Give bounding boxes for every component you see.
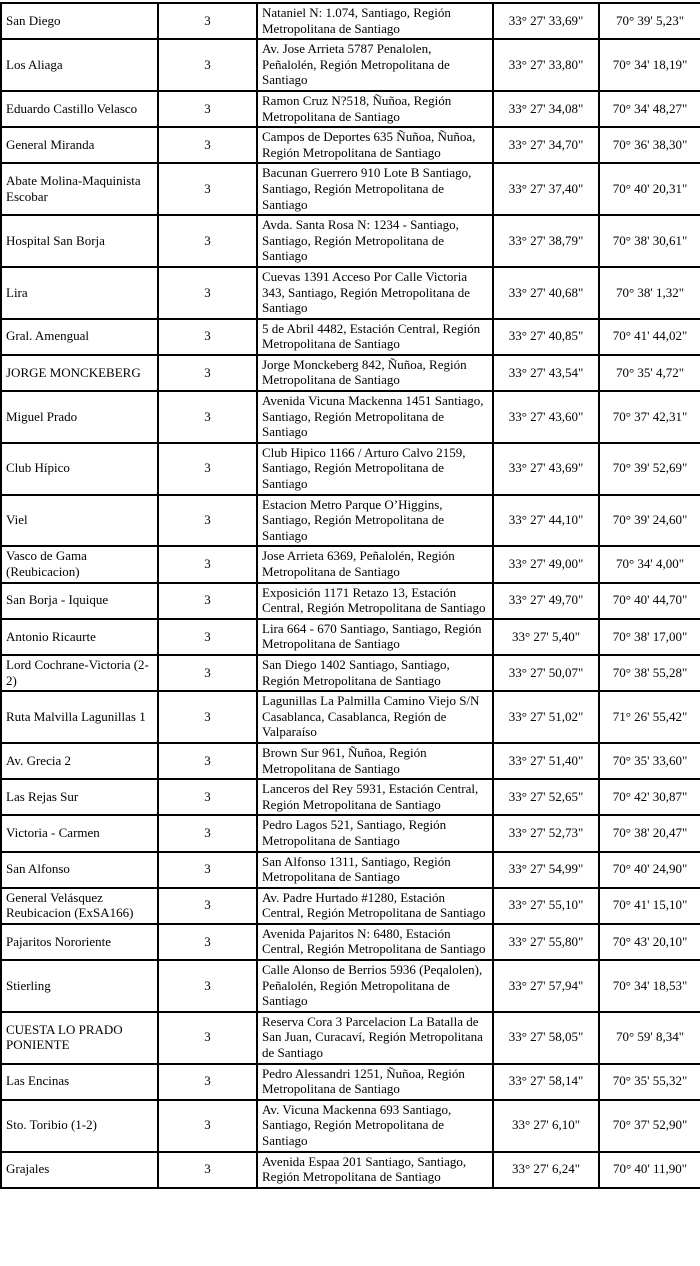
count-cell: 3 bbox=[158, 583, 257, 619]
count-cell: 3 bbox=[158, 163, 257, 215]
count-cell: 3 bbox=[158, 1152, 257, 1188]
latitude-cell: 33° 27' 43,54" bbox=[493, 355, 599, 391]
name-cell: Grajales bbox=[1, 1152, 158, 1188]
address-cell: Pedro Lagos 521, Santiago, Región Metropolitana de Santiago bbox=[257, 815, 493, 851]
latitude-cell: 33° 27' 38,79" bbox=[493, 215, 599, 267]
name-cell: Viel bbox=[1, 495, 158, 547]
latitude-cell: 33° 27' 52,65" bbox=[493, 779, 599, 815]
name-cell: JORGE MONCKEBERG bbox=[1, 355, 158, 391]
name-cell: CUESTA LO PRADO PONIENTE bbox=[1, 1012, 158, 1064]
latitude-cell: 33° 27' 58,14" bbox=[493, 1064, 599, 1100]
latitude-cell: 33° 27' 50,07" bbox=[493, 655, 599, 691]
table-row bbox=[1, 443, 700, 495]
address-cell: San Diego 1402 Santiago, Santiago, Región Metropolitana de Santiago bbox=[257, 655, 493, 691]
table-row bbox=[1, 1012, 700, 1064]
address-cell: Bacunan Guerrero 910 Lote B Santiago, Santiago, Región Metropolitana de Santiago bbox=[257, 163, 493, 215]
locations-table-body bbox=[1, 3, 700, 1188]
count-cell: 3 bbox=[158, 655, 257, 691]
count-cell: 3 bbox=[158, 1064, 257, 1100]
address-cell: Exposición 1171 Retazo 13, Estación Central, Región Metropolitana de Santiago bbox=[257, 583, 493, 619]
count-cell: 3 bbox=[158, 924, 257, 960]
count-cell: 3 bbox=[158, 127, 257, 163]
latitude-cell: 33° 27' 6,10" bbox=[493, 1100, 599, 1152]
count-cell: 3 bbox=[158, 743, 257, 779]
count-cell: 3 bbox=[158, 391, 257, 443]
name-cell: Las Encinas bbox=[1, 1064, 158, 1100]
address-cell: Lira 664 - 670 Santiago, Santiago, Región Metropolitana de Santiago bbox=[257, 619, 493, 655]
table-row bbox=[1, 852, 700, 888]
latitude-cell: 33° 27' 51,02" bbox=[493, 691, 599, 743]
latitude-cell: 33° 27' 52,73" bbox=[493, 815, 599, 851]
longitude-cell: 70° 37' 52,90" bbox=[599, 1100, 700, 1152]
longitude-cell: 70° 34' 18,53" bbox=[599, 960, 700, 1012]
address-cell: Cuevas 1391 Acceso Por Calle Victoria 343, Santiago, Región Metropolitana de Santiago bbox=[257, 267, 493, 319]
latitude-cell: 33° 27' 33,69" bbox=[493, 3, 599, 39]
count-cell: 3 bbox=[158, 3, 257, 39]
longitude-cell: 70° 59' 8,34" bbox=[599, 1012, 700, 1064]
count-cell: 3 bbox=[158, 267, 257, 319]
count-cell: 3 bbox=[158, 1012, 257, 1064]
address-cell: Av. Vicuna Mackenna 693 Santiago, Santiago, Región Metropolitana de Santiago bbox=[257, 1100, 493, 1152]
longitude-cell: 70° 42' 30,87" bbox=[599, 779, 700, 815]
longitude-cell: 70° 40' 20,31" bbox=[599, 163, 700, 215]
address-cell: 5 de Abril 4482, Estación Central, Región Metropolitana de Santiago bbox=[257, 319, 493, 355]
count-cell: 3 bbox=[158, 443, 257, 495]
address-cell: Lanceros del Rey 5931, Estación Central, Región Metropolitana de Santiago bbox=[257, 779, 493, 815]
latitude-cell: 33° 27' 6,24" bbox=[493, 1152, 599, 1188]
count-cell: 3 bbox=[158, 691, 257, 743]
latitude-cell: 33° 27' 44,10" bbox=[493, 495, 599, 547]
table-row bbox=[1, 888, 700, 924]
count-cell: 3 bbox=[158, 852, 257, 888]
longitude-cell: 70° 39' 52,69" bbox=[599, 443, 700, 495]
name-cell: Vasco de Gama (Reubicacion) bbox=[1, 546, 158, 582]
latitude-cell: 33° 27' 40,85" bbox=[493, 319, 599, 355]
longitude-cell: 70° 39' 5,23" bbox=[599, 3, 700, 39]
latitude-cell: 33° 27' 34,70" bbox=[493, 127, 599, 163]
longitude-cell: 70° 43' 20,10" bbox=[599, 924, 700, 960]
name-cell: Sto. Toribio (1-2) bbox=[1, 1100, 158, 1152]
address-cell: Jose Arrieta 6369, Peñalolén, Región Metropolitana de Santiago bbox=[257, 546, 493, 582]
longitude-cell: 70° 35' 33,60" bbox=[599, 743, 700, 779]
longitude-cell: 70° 37' 42,31" bbox=[599, 391, 700, 443]
latitude-cell: 33° 27' 43,60" bbox=[493, 391, 599, 443]
latitude-cell: 33° 27' 49,70" bbox=[493, 583, 599, 619]
name-cell: Club Hípico bbox=[1, 443, 158, 495]
longitude-cell: 70° 35' 4,72" bbox=[599, 355, 700, 391]
name-cell: Victoria - Carmen bbox=[1, 815, 158, 851]
latitude-cell: 33° 27' 40,68" bbox=[493, 267, 599, 319]
name-cell: San Alfonso bbox=[1, 852, 158, 888]
name-cell: Stierling bbox=[1, 960, 158, 1012]
table-row bbox=[1, 960, 700, 1012]
count-cell: 3 bbox=[158, 546, 257, 582]
name-cell: Eduardo Castillo Velasco bbox=[1, 91, 158, 127]
latitude-cell: 33° 27' 33,80" bbox=[493, 39, 599, 91]
longitude-cell: 70° 38' 20,47" bbox=[599, 815, 700, 851]
address-cell: Reserva Cora 3 Parcelacion La Batalla de San Juan, Curacaví, Región Metropolitana de Santiago bbox=[257, 1012, 493, 1064]
count-cell: 3 bbox=[158, 888, 257, 924]
address-cell: Lagunillas La Palmilla Camino Viejo S/N Casablanca, Casablanca, Región de Valparaíso bbox=[257, 691, 493, 743]
address-cell: Estacion Metro Parque O’Higgins, Santiago, Región Metropolitana de Santiago bbox=[257, 495, 493, 547]
count-cell: 3 bbox=[158, 1100, 257, 1152]
longitude-cell: 70° 34' 18,19" bbox=[599, 39, 700, 91]
name-cell: General Velásquez Reubicacion (ExSA166) bbox=[1, 888, 158, 924]
address-cell: Avenida Espaa 201 Santiago, Santiago, Región Metropolitana de Santiago bbox=[257, 1152, 493, 1188]
table-row bbox=[1, 1100, 700, 1152]
name-cell: Ruta Malvilla Lagunillas 1 bbox=[1, 691, 158, 743]
latitude-cell: 33° 27' 54,99" bbox=[493, 852, 599, 888]
latitude-cell: 33° 27' 55,10" bbox=[493, 888, 599, 924]
name-cell: Pajaritos Nororiente bbox=[1, 924, 158, 960]
table-row bbox=[1, 655, 700, 691]
table-row bbox=[1, 1064, 700, 1100]
name-cell: Miguel Prado bbox=[1, 391, 158, 443]
longitude-cell: 70° 36' 38,30" bbox=[599, 127, 700, 163]
longitude-cell: 70° 38' 55,28" bbox=[599, 655, 700, 691]
address-cell: Av. Jose Arrieta 5787 Penalolen, Peñalolén, Región Metropolitana de Santiago bbox=[257, 39, 493, 91]
address-cell: Campos de Deportes 635 Ñuñoa, Ñuñoa, Región Metropolitana de Santiago bbox=[257, 127, 493, 163]
count-cell: 3 bbox=[158, 91, 257, 127]
table-row bbox=[1, 619, 700, 655]
longitude-cell: 70° 40' 24,90" bbox=[599, 852, 700, 888]
address-cell: Av. Padre Hurtado #1280, Estación Central, Región Metropolitana de Santiago bbox=[257, 888, 493, 924]
name-cell: Lira bbox=[1, 267, 158, 319]
table-row bbox=[1, 743, 700, 779]
table-row bbox=[1, 546, 700, 582]
latitude-cell: 33° 27' 37,40" bbox=[493, 163, 599, 215]
table-row bbox=[1, 583, 700, 619]
name-cell: Hospital San Borja bbox=[1, 215, 158, 267]
longitude-cell: 70° 39' 24,60" bbox=[599, 495, 700, 547]
table-row bbox=[1, 215, 700, 267]
table-row bbox=[1, 815, 700, 851]
address-cell: San Alfonso 1311, Santiago, Región Metropolitana de Santiago bbox=[257, 852, 493, 888]
name-cell: San Borja - Iquique bbox=[1, 583, 158, 619]
count-cell: 3 bbox=[158, 355, 257, 391]
longitude-cell: 70° 40' 11,90" bbox=[599, 1152, 700, 1188]
table-row bbox=[1, 91, 700, 127]
latitude-cell: 33° 27' 34,08" bbox=[493, 91, 599, 127]
table-row bbox=[1, 3, 700, 39]
longitude-cell: 70° 38' 1,32" bbox=[599, 267, 700, 319]
table-row bbox=[1, 779, 700, 815]
address-cell: Pedro Alessandri 1251, Ñuñoa, Región Metropolitana de Santiago bbox=[257, 1064, 493, 1100]
locations-table bbox=[0, 2, 700, 1189]
count-cell: 3 bbox=[158, 495, 257, 547]
count-cell: 3 bbox=[158, 319, 257, 355]
address-cell: Avenida Vicuna Mackenna 1451 Santiago, Santiago, Región Metropolitana de Santiago bbox=[257, 391, 493, 443]
longitude-cell: 70° 35' 55,32" bbox=[599, 1064, 700, 1100]
address-cell: Avenida Pajaritos N: 6480, Estación Central, Región Metropolitana de Santiago bbox=[257, 924, 493, 960]
count-cell: 3 bbox=[158, 39, 257, 91]
name-cell: General Miranda bbox=[1, 127, 158, 163]
latitude-cell: 33° 27' 57,94" bbox=[493, 960, 599, 1012]
longitude-cell: 70° 38' 30,61" bbox=[599, 215, 700, 267]
name-cell: Lord Cochrane-Victoria (2-2) bbox=[1, 655, 158, 691]
table-row bbox=[1, 924, 700, 960]
count-cell: 3 bbox=[158, 779, 257, 815]
name-cell: Las Rejas Sur bbox=[1, 779, 158, 815]
address-cell: Club Hipico 1166 / Arturo Calvo 2159, Santiago, Región Metropolitana de Santiago bbox=[257, 443, 493, 495]
count-cell: 3 bbox=[158, 960, 257, 1012]
longitude-cell: 70° 41' 15,10" bbox=[599, 888, 700, 924]
table-row bbox=[1, 267, 700, 319]
table-row bbox=[1, 355, 700, 391]
latitude-cell: 33° 27' 51,40" bbox=[493, 743, 599, 779]
longitude-cell: 70° 40' 44,70" bbox=[599, 583, 700, 619]
address-cell: Ramon Cruz N?518, Ñuñoa, Región Metropolitana de Santiago bbox=[257, 91, 493, 127]
longitude-cell: 70° 38' 17,00" bbox=[599, 619, 700, 655]
table-row bbox=[1, 691, 700, 743]
name-cell: Gral. Amengual bbox=[1, 319, 158, 355]
latitude-cell: 33° 27' 58,05" bbox=[493, 1012, 599, 1064]
address-cell: Calle Alonso de Berrios 5936 (Peqalolen), Peñalolén, Región Metropolitana de Santiago bbox=[257, 960, 493, 1012]
count-cell: 3 bbox=[158, 815, 257, 851]
address-cell: Jorge Monckeberg 842, Ñuñoa, Región Metropolitana de Santiago bbox=[257, 355, 493, 391]
count-cell: 3 bbox=[158, 619, 257, 655]
longitude-cell: 70° 34' 4,00" bbox=[599, 546, 700, 582]
address-cell: Brown Sur 961, Ñuñoa, Región Metropolitana de Santiago bbox=[257, 743, 493, 779]
table-row bbox=[1, 319, 700, 355]
latitude-cell: 33° 27' 55,80" bbox=[493, 924, 599, 960]
name-cell: Antonio Ricaurte bbox=[1, 619, 158, 655]
name-cell: Av. Grecia 2 bbox=[1, 743, 158, 779]
table-row bbox=[1, 391, 700, 443]
address-cell: Avda. Santa Rosa N: 1234 - Santiago, Santiago, Región Metropolitana de Santiago bbox=[257, 215, 493, 267]
name-cell: Abate Molina-Maquinista Escobar bbox=[1, 163, 158, 215]
table-row bbox=[1, 127, 700, 163]
longitude-cell: 70° 34' 48,27" bbox=[599, 91, 700, 127]
table-row bbox=[1, 1152, 700, 1188]
name-cell: San Diego bbox=[1, 3, 158, 39]
table-row bbox=[1, 163, 700, 215]
count-cell: 3 bbox=[158, 215, 257, 267]
table-row bbox=[1, 495, 700, 547]
latitude-cell: 33° 27' 5,40" bbox=[493, 619, 599, 655]
table-row bbox=[1, 39, 700, 91]
latitude-cell: 33° 27' 49,00" bbox=[493, 546, 599, 582]
longitude-cell: 70° 41' 44,02" bbox=[599, 319, 700, 355]
latitude-cell: 33° 27' 43,69" bbox=[493, 443, 599, 495]
name-cell: Los Aliaga bbox=[1, 39, 158, 91]
address-cell: Nataniel N: 1.074, Santiago, Región Metropolitana de Santiago bbox=[257, 3, 493, 39]
longitude-cell: 71° 26' 55,42" bbox=[599, 691, 700, 743]
